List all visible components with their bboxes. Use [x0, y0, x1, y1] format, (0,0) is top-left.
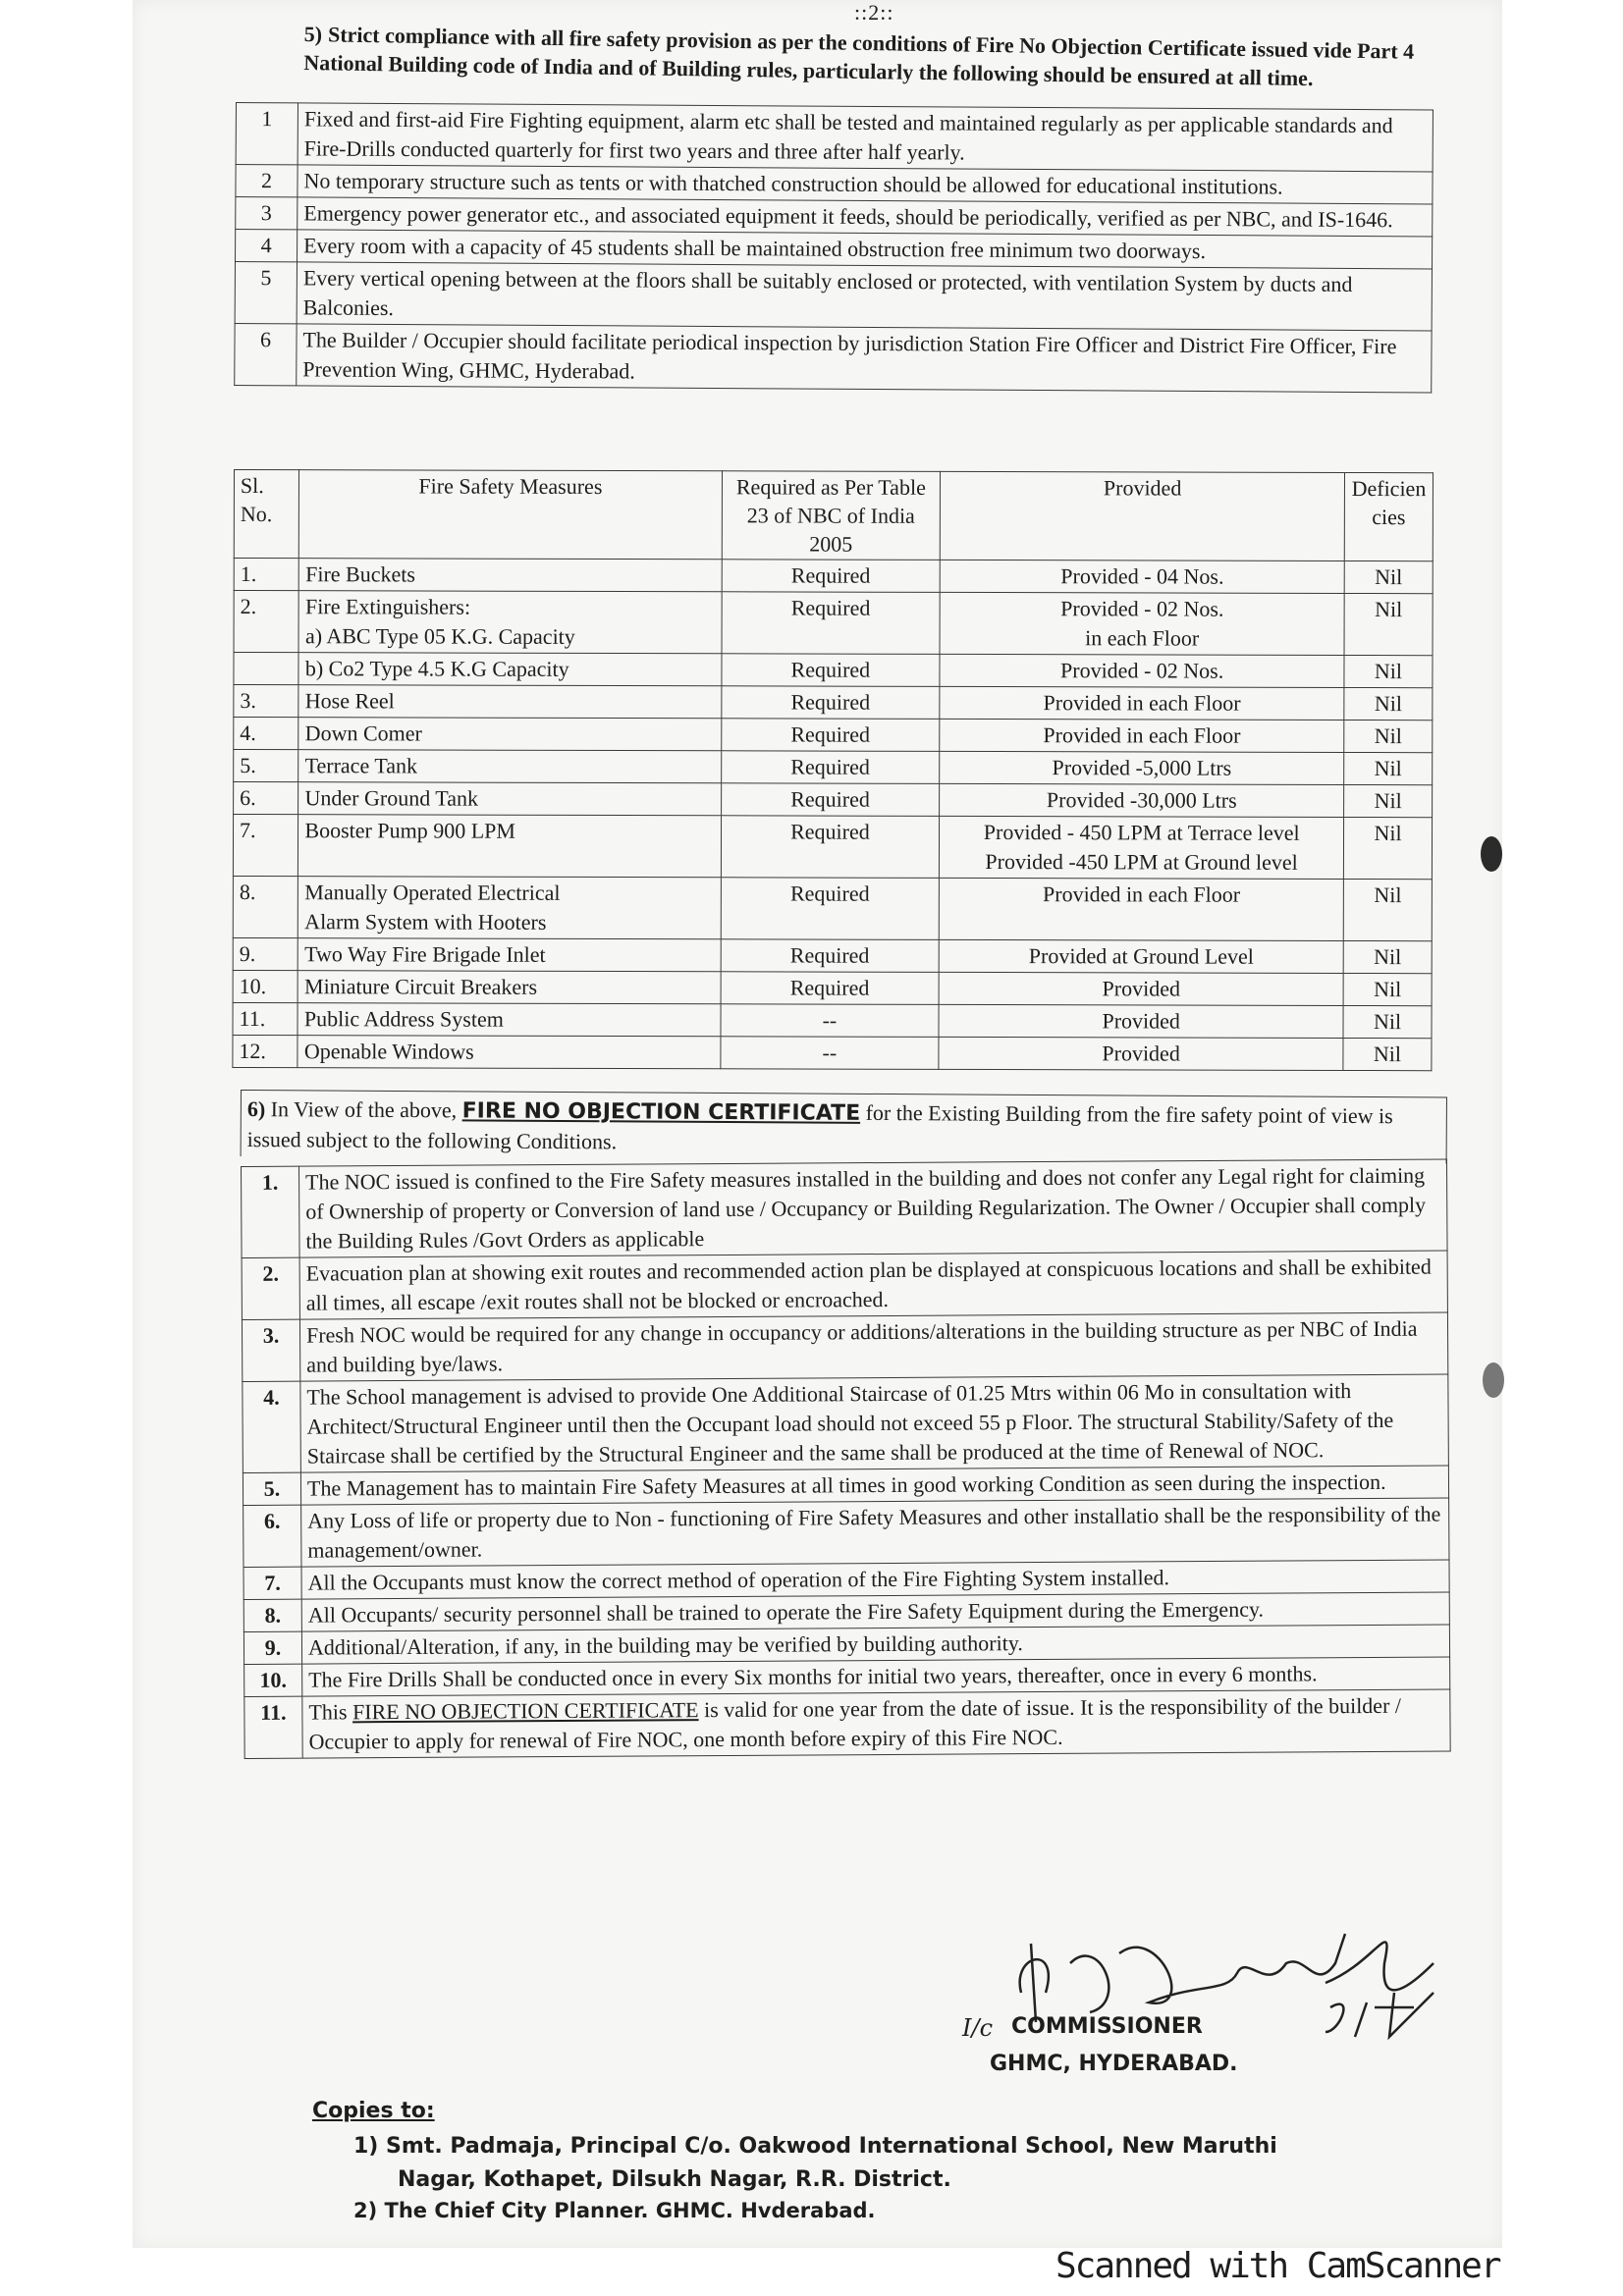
provided-value: Provided -5,000 Ltrs [1052, 755, 1232, 780]
condition-number: 2. [242, 1257, 299, 1319]
cell-measure [299, 559, 722, 592]
measure-detail: Alarm System with Hooters [304, 909, 547, 934]
condition-text: Any Loss of life or property due to Non - functioning of Fire Safety Measures and other installatio shall be the responsibility of the management/owner. [301, 1498, 1449, 1567]
section-5-text: Strict compliance with all fire safety provision as per the conditions of Fire No Objection Certificate issued vide Part 4 National Building code of India and of Building rules, particularly the following should be ensured at all time. [303, 22, 1415, 91]
table-row [234, 718, 1433, 753]
measure-name: Openable Windows [303, 1039, 474, 1064]
cell-deficiency: Nil [1344, 593, 1433, 655]
provided-value: Provided [1102, 1008, 1180, 1034]
measure-name: Two Way Fire Brigade Inlet [304, 941, 546, 967]
table-row [243, 1498, 1449, 1568]
table-row [234, 559, 1433, 594]
cell-deficiency: Nil [1344, 784, 1433, 817]
cell-sl-no: 7. [233, 815, 298, 877]
measure-name: Terrace Tank [304, 753, 418, 778]
cell-sl-no: 12. [233, 1035, 298, 1067]
cell-sl-no: 9. [233, 937, 298, 970]
copy-item [353, 2130, 1384, 2197]
measure-name: Booster Pump 900 LPM [304, 818, 516, 843]
cell-required: Required [722, 592, 941, 655]
cell-sl-no: 1. [234, 559, 298, 591]
cell-provided [940, 654, 1344, 687]
cell-measure [298, 782, 721, 816]
section-6-intro [241, 1090, 1447, 1164]
cell-required: -- [720, 1037, 939, 1070]
cell-deficiency: Nil [1343, 940, 1432, 973]
cell-provided [940, 878, 1344, 940]
condition-11-pre: This [308, 1699, 348, 1725]
cell-deficiency: Nil [1344, 720, 1433, 752]
condition-number: 2 [236, 165, 298, 197]
provided-value: Provided at Ground Level [1028, 943, 1254, 969]
condition-number: 5. [243, 1472, 300, 1505]
condition-number: 6. [243, 1505, 301, 1567]
cell-deficiency: Nil [1343, 817, 1432, 879]
cell-measure [298, 591, 721, 654]
cell-measure [298, 653, 721, 686]
table-row [233, 876, 1432, 940]
cell-measure [298, 1036, 720, 1069]
conditions-table-5 [234, 102, 1434, 393]
signature-org: GHMC, HYDERABAD. [990, 2052, 1238, 2076]
condition-number: 5 [235, 262, 297, 324]
fire-safety-measures-table [232, 469, 1434, 1071]
section-6-pre: In View of the above, [270, 1096, 458, 1123]
cell-measure [298, 815, 721, 878]
condition-text [302, 1689, 1450, 1758]
table-row [244, 1689, 1450, 1759]
noc-highlight: FIRE NO OBJECTION CERTIFICATE [461, 1098, 861, 1126]
condition-11-post: is valid for one year from the date of issue. It is the responsibility of the builder / Occupier to apply for renewal of Fire NOC, one month before expiry of this Fire NOC. [308, 1692, 1402, 1754]
condition-text: The School management is advised to provide One Additional Staircase of 01.25 Mtrs within 06 Mo in consultation with Architect/Structural Engineer until then the Occupant load should not exceed 55 p Floor. The structural Stability/Safety of the Staircase shall be certified by the Structural Engineer and the same shall be produced at the time of Renewal of NOC. [300, 1374, 1449, 1472]
measure-name: Down Comer [304, 721, 422, 746]
cell-provided [939, 972, 1343, 1005]
cell-measure [298, 938, 721, 972]
condition-number: 4 [236, 230, 298, 262]
condition-text: Additional/Alteration, if any, in the building may be verified by building authority. [301, 1625, 1449, 1664]
condition-text: Evacuation plan at showing exit routes and recommended action plan be displayed at conspicuous locations and shall be exhibited all times, all escape /exit routes shall not be blocked or encroached. [299, 1251, 1447, 1319]
table-row [233, 937, 1432, 973]
condition-text: Fixed and first-aid Fire Fighting equipment, alarm etc shall be tested and maintained regularly as per applicable standards and Fire-Drills conducted quarterly for first two years and three after half yearly. [298, 103, 1433, 172]
cell-required: Required [721, 783, 940, 817]
cell-provided [940, 783, 1344, 817]
cell-required: Required [721, 719, 940, 752]
condition-text: Every room with a capacity of 45 students shall be maintained obstruction free minimum two doorways. [298, 230, 1433, 269]
provided-value: Provided [1102, 1041, 1180, 1066]
cell-provided [940, 816, 1344, 879]
table-row [234, 782, 1433, 818]
provided-value: Provided in each Floor [1043, 722, 1241, 748]
cell-required: Required [721, 939, 940, 973]
condition-text: Fresh NOC would be required for any change in occupancy or additions/alterations in the building structure as per NBC of India and building bye/laws. [299, 1312, 1447, 1381]
measure-name: Public Address System [303, 1006, 504, 1032]
provided-value: Provided in each Floor [1043, 690, 1241, 716]
cell-provided [939, 1004, 1343, 1038]
condition-number: 3. [242, 1319, 299, 1381]
copy-item [353, 2199, 876, 2222]
measure-detail: a) ABC Type 05 K.G. Capacity [304, 623, 575, 649]
page-marker: ::2:: [854, 0, 894, 25]
header-sl-no: Sl. No. [234, 470, 299, 559]
cell-deficiency: Nil [1343, 879, 1432, 940]
table-header-row [234, 470, 1433, 561]
measure-name: Manually Operated Electrical [304, 880, 561, 905]
cell-sl-no: 10. [233, 970, 298, 1002]
provided-value: Provided - 02 Nos. [1060, 596, 1224, 621]
table-row [234, 750, 1433, 785]
condition-number: 10. [244, 1664, 302, 1696]
condition-number: 1 [236, 103, 298, 165]
provided-detail: in each Floor [1085, 625, 1200, 651]
cell-required: -- [721, 1004, 940, 1038]
table-row [235, 262, 1432, 331]
copy-line: Smt. Padmaja, Principal C/o. Oakwood International School, New Maruthi [386, 2134, 1277, 2159]
table-row [243, 1374, 1449, 1472]
cell-required: Required [721, 878, 940, 940]
header-measure: Fire Safety Measures [299, 470, 722, 560]
cell-deficiency: Nil [1344, 655, 1433, 687]
condition-number: 11. [244, 1696, 302, 1758]
copy-line: The Chief City Planner. GHMC. Hvderabad. [384, 2199, 876, 2222]
cell-sl-no: 3. [234, 685, 298, 718]
condition-text: Emergency power generator etc., and associated equipment it feeds, should be periodically, verified as per NBC, and IS-1646. [298, 197, 1433, 237]
condition-text: The Management has to maintain Fire Safety Measures at all times in good working Condition as seen during the inspection. [300, 1466, 1448, 1505]
cell-provided [940, 719, 1344, 752]
table-row [242, 1159, 1448, 1257]
table-row [234, 591, 1433, 656]
measure-name: Under Ground Tank [304, 785, 479, 811]
condition-number: 3 [236, 197, 298, 230]
cell-sl-no: 4. [234, 718, 298, 750]
cell-measure [298, 718, 721, 751]
cell-deficiency: Nil [1343, 1038, 1432, 1070]
table-row [233, 815, 1432, 880]
provided-value: Provided - 04 Nos. [1060, 563, 1224, 589]
cell-measure [298, 971, 720, 1004]
copy-line: Nagar, Kothapet, Dilsukh Nagar, R.R. District. [398, 2167, 951, 2192]
cell-deficiency: Nil [1344, 687, 1433, 720]
cell-required: Required [721, 686, 940, 720]
cell-measure [298, 685, 721, 719]
provided-detail: Provided -450 LPM at Ground level [985, 849, 1298, 875]
table-row [233, 1035, 1432, 1070]
cell-sl-no: 8. [233, 876, 298, 937]
condition-number: 4. [243, 1381, 301, 1472]
table-row [233, 970, 1432, 1005]
provided-value: Provided - 450 LPM at Terrace level [983, 820, 1300, 845]
section-number: 5) [303, 21, 323, 47]
measure-name: Fire Extinguishers: [305, 594, 471, 619]
scanner-watermark: Scanned with CamScanner [1055, 2246, 1500, 2286]
cell-required: Required [721, 972, 940, 1005]
provided-value: Provided in each Floor [1042, 881, 1241, 907]
copy-number: 1) [353, 2134, 379, 2159]
cell-required: Required [722, 560, 941, 593]
punch-hole-icon [1483, 1362, 1504, 1398]
punch-hole-icon [1481, 836, 1502, 872]
provided-value: Provided [1102, 976, 1181, 1001]
provided-value: Provided - 02 Nos. [1059, 658, 1224, 683]
cell-provided [940, 751, 1344, 784]
cell-measure [298, 877, 721, 939]
section-6-post: for the Existing Building from the fire safety point of view is issued subject to the following Conditions. [246, 1099, 1393, 1154]
condition-text: Every vertical opening between at the floors shall be suitably enclosed or protected, with ventilation System by ducts and Balconies. [297, 262, 1432, 331]
cell-required: Required [721, 654, 940, 687]
conditions-table-6 [241, 1158, 1451, 1758]
cell-deficiency: Nil [1344, 752, 1433, 784]
condition-number: 1. [242, 1166, 300, 1257]
condition-number: 7. [243, 1567, 301, 1599]
table-row [242, 1251, 1447, 1320]
section-number: 6) [246, 1096, 266, 1122]
header-provided: Provided [941, 471, 1345, 561]
measure-name: b) Co2 Type 4.5 K.G Capacity [304, 656, 569, 681]
cell-measure [298, 750, 721, 783]
noc-highlight: FIRE NO OBJECTION CERTIFICATE [352, 1697, 699, 1725]
cell-deficiency: Nil [1343, 1005, 1432, 1038]
condition-text: The Builder / Occupier should facilitate periodical inspection by jurisdiction Station Fire Officer and District Fire Officer, Fire Prevention Wing, GHMC, Hyderabad. [297, 324, 1432, 393]
cell-sl-no: 2. [234, 591, 299, 653]
condition-text: The Fire Drills Shall be conducted once in every Six months for initial two years, thereafter, once in every 6 months. [302, 1657, 1450, 1696]
cell-deficiency: Nil [1343, 973, 1432, 1005]
measure-name: Hose Reel [304, 688, 395, 714]
cell-sl-no: 6. [234, 782, 298, 815]
measure-name: Fire Buckets [305, 561, 415, 587]
table-row [233, 1002, 1432, 1038]
condition-text: All Occupants/ security personnel shall be trained to operate the Fire Safety Equipment during the Emergency. [301, 1592, 1449, 1631]
cell-deficiency: Nil [1344, 561, 1433, 593]
cell-provided [939, 1037, 1343, 1070]
condition-number: 6 [235, 323, 297, 385]
cell-provided [940, 686, 1344, 720]
cell-provided [940, 560, 1344, 593]
condition-text: All the Occupants must know the correct method of operation of the Fire Fighting System installed. [301, 1560, 1449, 1599]
cell-required: Required [721, 816, 940, 879]
cell-sl-no: 5. [234, 750, 298, 782]
condition-number: 8. [243, 1599, 301, 1631]
table-row [234, 653, 1433, 688]
condition-text: The NOC issued is confined to the Fire Safety measures installed in the building and does not confer any Legal right for claiming of Ownership of property or Conversion of land use / Occupancy or Building Regularization. The Owner / Occupier shall comply the Building Rules /Govt Orders as applicable [299, 1159, 1448, 1257]
cell-measure [298, 1003, 720, 1037]
condition-number: 9. [243, 1631, 301, 1664]
cell-provided [939, 939, 1343, 973]
table-row [242, 1312, 1447, 1382]
condition-text: No temporary structure such as tents or with thatched construction should be allowed for educational institutions. [298, 165, 1433, 204]
table-row [235, 323, 1432, 392]
measure-name: Miniature Circuit Breakers [303, 974, 538, 999]
cell-required: Required [721, 751, 940, 784]
cell-sl-no [234, 653, 298, 685]
cell-sl-no: 11. [233, 1002, 298, 1035]
signature-title: COMMISSIONER [1011, 2014, 1203, 2039]
signature-initials: I/c [962, 2014, 994, 2042]
header-deficiencies: Deficiencies [1344, 472, 1433, 561]
cell-provided [940, 592, 1344, 655]
table-row [234, 685, 1433, 721]
copy-number: 2) [353, 2199, 378, 2222]
copies-heading: Copies to: [312, 2099, 435, 2123]
provided-value: Provided -30,000 Ltrs [1046, 787, 1237, 813]
header-required: Required as Per Table 23 of NBC of India 2005 [722, 471, 941, 561]
table-row [236, 103, 1433, 172]
